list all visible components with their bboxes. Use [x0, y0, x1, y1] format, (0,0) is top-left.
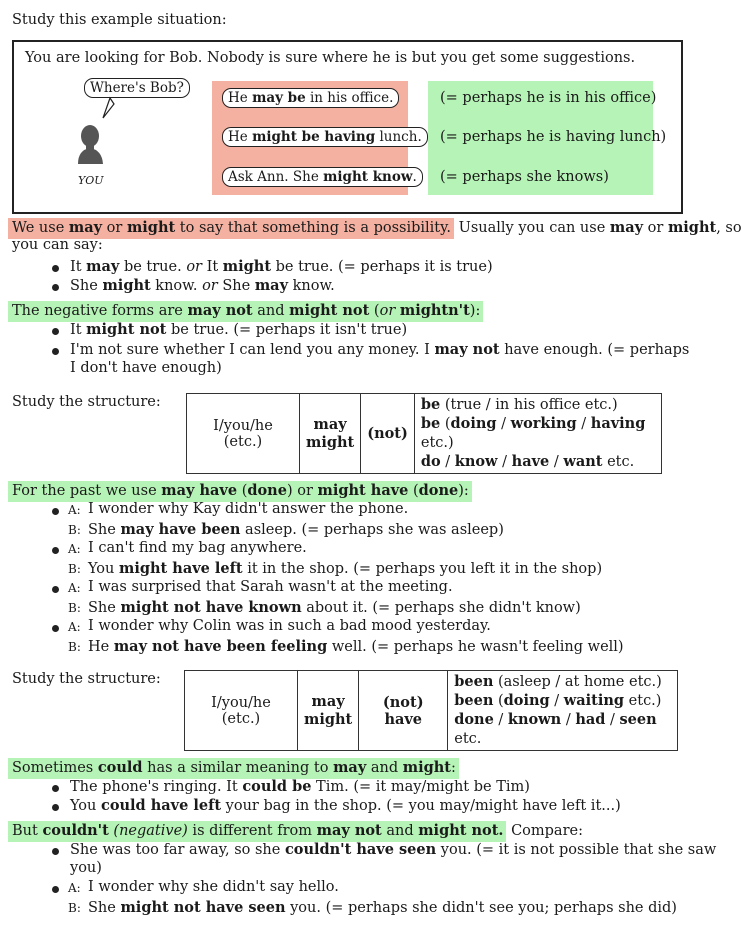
dialogue3-b: She might not have known about it. (= perhaps she didn't know): [88, 599, 581, 616]
s5-dialogue-b: She might not have seen you. (= perhaps she didn't see you; perhaps she did): [88, 899, 677, 916]
speaker-a: A:: [68, 503, 81, 517]
s5-example-1: She was too far away, so she couldn't have seen you. (= it is not possible that she saw: [70, 841, 717, 858]
section1-line2: you can say:: [12, 237, 103, 253]
speaker-a: A:: [68, 881, 81, 895]
bullet-dot: [52, 547, 59, 554]
speaker-b: B:: [68, 562, 81, 576]
speaker-b: B:: [68, 901, 81, 915]
suggestion-bubble-3: Ask Ann. She might know.: [222, 167, 423, 187]
bullet-dot: [52, 328, 59, 335]
situation-text: You are looking for Bob. Nobody is sure where he is but you get some suggestions.: [25, 50, 636, 66]
speech-text: Where's Bob?: [90, 80, 184, 96]
section1-heading: We use may or might to say that something is a possibility. Usually you can use may or might, so: [8, 219, 742, 236]
speech-bubble: [84, 78, 190, 98]
bullet-dot: [52, 586, 59, 593]
dialogue2-a: I can't find my bag anywhere.: [88, 540, 307, 556]
struct1-verbs: be (true / in his office etc.) be (doing / working / having etc.) do / know / have / want etc.: [414, 394, 661, 474]
bullet-dot: [52, 785, 59, 792]
struct1-subject: I/you/he (etc.): [187, 394, 300, 474]
speaker-a: A:: [68, 620, 81, 634]
structure1-table: [186, 393, 662, 474]
bullet-dot: [52, 848, 59, 855]
bullet-dot: [52, 804, 59, 811]
section4-heading: Sometimes could has a similar meaning to may and might:: [8, 759, 459, 776]
struct2-modal: may might: [298, 671, 359, 751]
struct2-subject: I/you/he (etc.): [185, 671, 298, 751]
you-label: YOU: [78, 174, 104, 187]
s5-example-1-cont: you): [70, 860, 102, 876]
bullet-dot: [52, 284, 59, 291]
bullet-dot: [52, 348, 59, 355]
s2-example-2-cont: I don't have enough): [70, 360, 222, 376]
bullet-dot: [52, 265, 59, 272]
bullet-dot: [52, 625, 59, 632]
structure1-label: Study the structure:: [12, 394, 161, 410]
meaning-3: (= perhaps she knows): [440, 169, 609, 185]
suggestion-bubble-2: He might be having lunch.: [222, 127, 428, 147]
structure2-table: [184, 670, 678, 751]
speaker-b: B:: [68, 523, 81, 537]
s4-example-2: You could have left your bag in the shop. (= you may/might have left it...): [70, 797, 621, 814]
dialogue1-a: I wonder why Kay didn't answer the phone.: [88, 501, 409, 517]
dialogue3-a: I was surprised that Sarah wasn't at the meeting.: [88, 579, 453, 595]
dialogue1-b: She may have been asleep. (= perhaps she was asleep): [88, 521, 504, 538]
s1-example-2: She might know. or She may know.: [70, 277, 335, 294]
dialogue2-b: You might have left it in the shop. (= perhaps you left it in the shop): [88, 560, 603, 577]
structure2-label: Study the structure:: [12, 671, 161, 687]
speaker-a: A:: [68, 542, 81, 556]
bullet-dot: [52, 508, 59, 515]
s1-example-1: It may be true. or It might be true. (= perhaps it is true): [70, 258, 493, 275]
s5-dialogue-a: I wonder why she didn't say hello.: [88, 879, 339, 895]
person-silhouette-icon: [70, 96, 150, 176]
speaker-b: B:: [68, 601, 81, 615]
section5-heading: But couldn't (negative) is different from may not and might not. Compare:: [8, 822, 583, 839]
s2-example-1: It might not be true. (= perhaps it isn't true): [70, 321, 408, 338]
s2-example-2: I'm not sure whether I can lend you any money. I may not have enough. (= perhaps: [70, 341, 690, 358]
meaning-2: (= perhaps he is having lunch): [440, 129, 667, 145]
suggestion-bubble-1: He may be in his office.: [222, 88, 399, 108]
intro-text: Study this example situation:: [12, 12, 227, 28]
speaker-a: A:: [68, 581, 81, 595]
struct2-verbs: been (asleep / at home etc.) been (doing / waiting etc.) done / known / had / seen etc.: [448, 671, 678, 751]
meaning-1: (= perhaps he is in his office): [440, 90, 657, 106]
speaker-b: B:: [68, 640, 81, 654]
bullet-dot: [52, 886, 59, 893]
struct1-not: (not): [361, 394, 415, 474]
struct2-not-have: (not) have: [359, 671, 448, 751]
s4-example-1: The phone's ringing. It could be Tim. (= it may/might be Tim): [70, 778, 530, 795]
struct1-modal: may might: [300, 394, 361, 474]
dialogue4-a: I wonder why Colin was in such a bad mood yesterday.: [88, 618, 491, 634]
section3-heading: For the past we use may have (done) or might have (done):: [8, 482, 472, 499]
section2-heading: The negative forms are may not and might not (or mightn't):: [8, 302, 483, 319]
dialogue4-b: He may not have been feeling well. (= perhaps he wasn't feeling well): [88, 638, 624, 655]
